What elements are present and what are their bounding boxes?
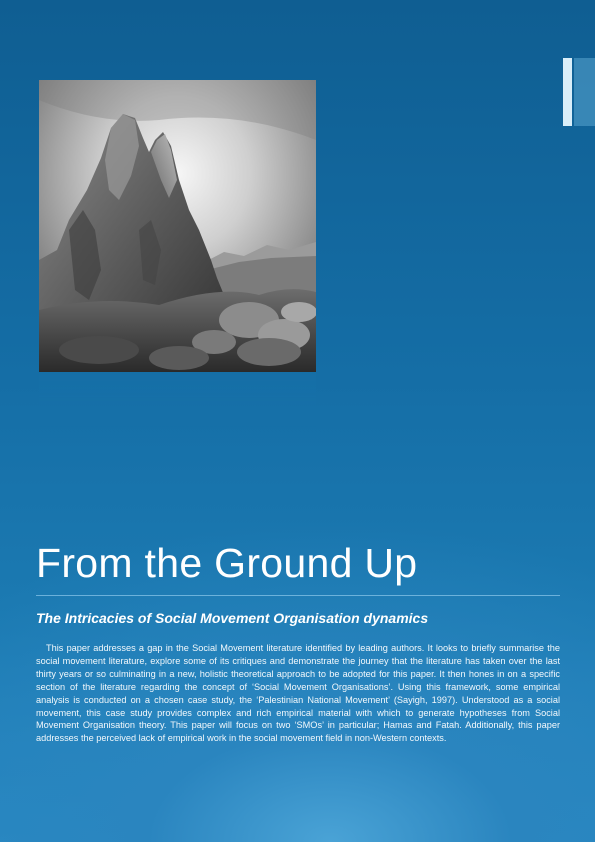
decorative-bar-light bbox=[563, 58, 572, 126]
photo-reflection bbox=[39, 372, 316, 438]
cover-photo bbox=[39, 80, 316, 372]
decorative-bars bbox=[563, 58, 595, 126]
abstract-paragraph: This paper addresses a gap in the Social Movement literature identified by leading authors. It looks to briefly summarise the social movement literature, explore some of its critiques and demonstrate the journey that the literature has taken over the last thirty years or so culminating in a new, holistic theoretical approach to be adopted for this paper. It then hones in on a specific section of the literature regarding the concept of ‘Social Movement Organisations’. Using this framework, some empirical analysis is conducted on a chosen case study, the ‘Palestinian National Movement’ (Sayigh, 1997). Understood as a social movement, this case study provides complex and rich empirical material with which to generate hypotheses from Social Movement Organisation theory. This paper will focus on two ‘SMOs’ in particular; Hamas and Fatah. Additionally, this paper addresses the perceived lack of empirical work in the social movement field in non-Western contexts. bbox=[36, 643, 560, 744]
document-subtitle: The Intricacies of Social Movement Organisation dynamics bbox=[36, 610, 429, 626]
document-title: From the Ground Up bbox=[36, 540, 418, 586]
decorative-bar-dark bbox=[574, 58, 595, 126]
title-divider bbox=[36, 595, 560, 596]
